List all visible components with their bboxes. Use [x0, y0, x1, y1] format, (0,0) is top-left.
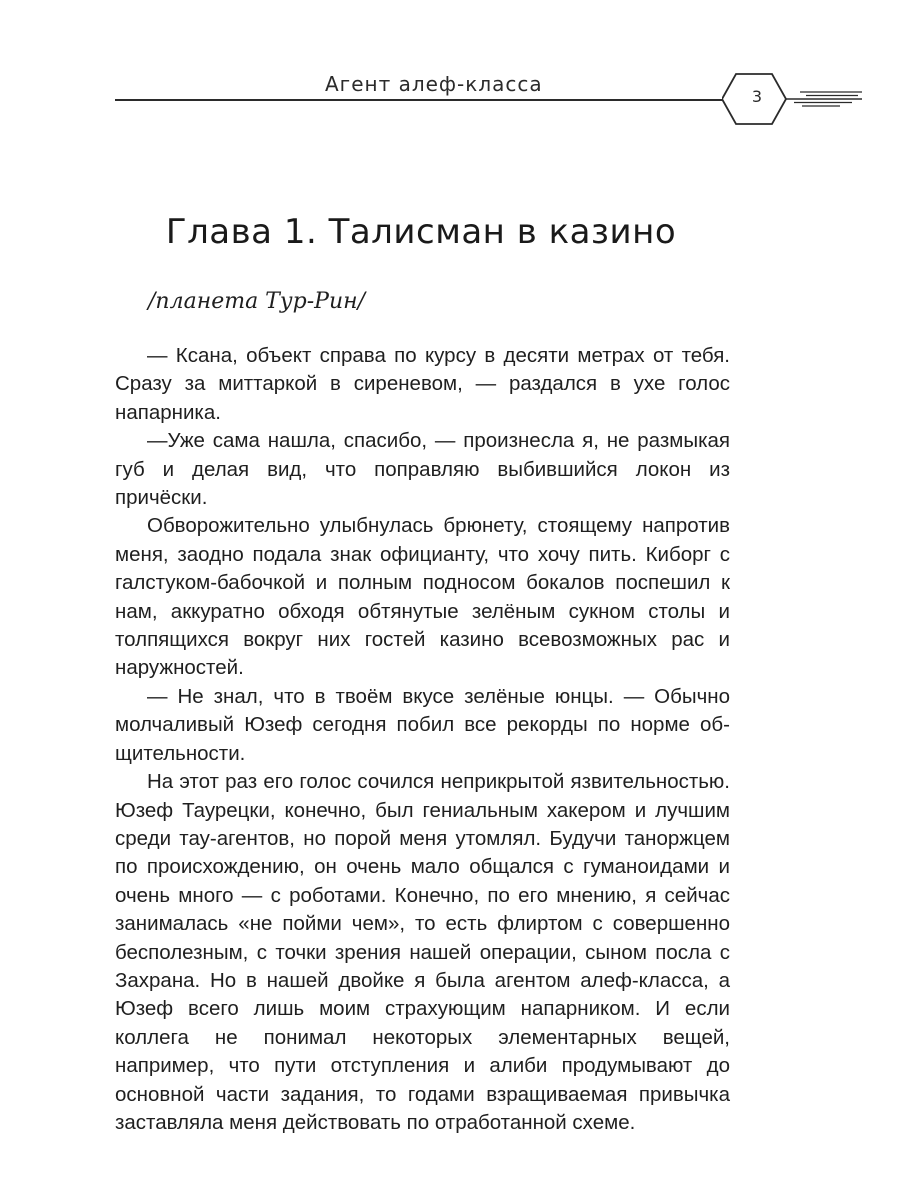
location-subtitle: /планета Тур-Рин/ [148, 289, 366, 314]
running-header [0, 0, 900, 140]
book-title: Агент алеф-класса [325, 72, 543, 96]
paragraph: — Ксана, объект справа по курсу в десяти метрах от тебя. Сразу за миттаркой в сиреневом, — раздался в ухе голос напарника. [115, 344, 730, 424]
paragraph: —Уже сама нашла, спасибо, — произнесла я, не размыкая губ и делая вид, что поправляю выбившийся локон из причёски. [115, 429, 730, 510]
paragraph: На этот раз его голос сочился неприкрытой язвительностью. Юзеф Таурецки, конечно, был гениальным хакером и лучшим среди тау-агентов, но порой меня утомлял. Будучи таноржцем по происхождению, он очень мало общался с гуманоидами и очень много — с роботами. Конечно, по его мнению, я сейчас занималась «не пойми чем», то есть флиртом с совершенно бесполезным, с точки зрения нашей операции, сыном посла с Захрана. Но в нашей двойке я была агентом алеф-класса, а Юзеф всего лишь моим страхующим напарником. И если коллега не понимал некоторых элементарных вещей, например, что пути отступления и алиби продумывают до основной части задания, то годами взращиваемая привычка заставляла меня действовать по отработанной схеме. [115, 770, 730, 1134]
chapter-title: Глава 1. Талисман в казино [165, 212, 677, 252]
body-text [115, 342, 730, 1137]
paragraph: — Не знал, что в твоём вкусе зелёные юнцы. — Обычно молчаливый Юзеф сегодня побил все рекорды по норме общительности. [115, 684, 730, 765]
page-number: 3 [751, 87, 763, 106]
paragraph: Обворожительно улыбнулась брюнету, стоящему напротив меня, заодно подала знак официанту, что хочу пить. Киборг с галстуком-бабочкой и полным подносом бокалов поспешил к нам, аккуратно обходя обтянутые зелёным сукном столы и толпящихся вокруг них гостей казино всевозможных рас и наружностей. [115, 514, 730, 680]
header-rule [115, 99, 722, 101]
